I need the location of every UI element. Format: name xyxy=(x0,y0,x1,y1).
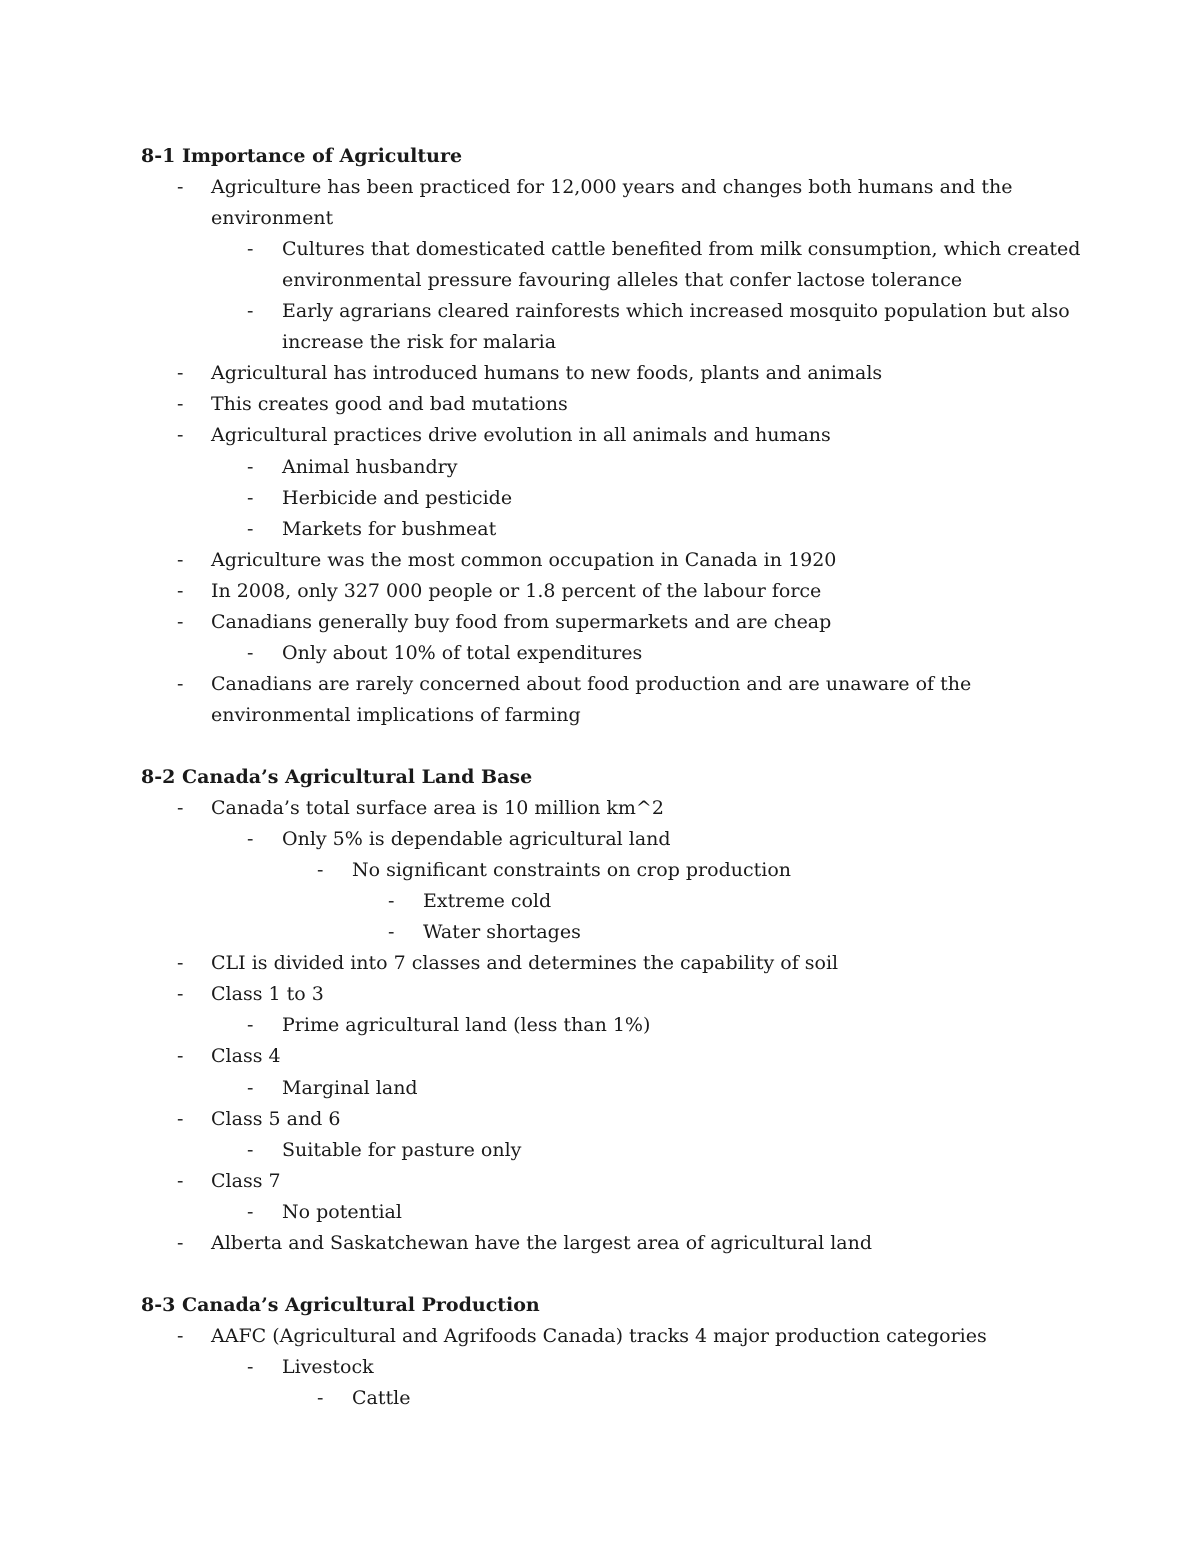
list-item-text: increase the risk for malaria xyxy=(282,331,557,354)
bullet-dash: - xyxy=(177,610,184,633)
section-heading: 8-1 Importance of Agriculture xyxy=(141,145,463,167)
list-item-text: Markets for bushmeat xyxy=(282,517,497,540)
list-item-text: Cattle xyxy=(352,1387,411,1410)
list-item-text: Agricultural has introduced humans to new foods, plants and animals xyxy=(211,362,883,385)
bullet-dash: - xyxy=(388,921,395,944)
bullet-dash: - xyxy=(177,1325,184,1348)
list-item-text: This creates good and bad mutations xyxy=(211,393,568,416)
bullet-dash: - xyxy=(247,1014,254,1037)
bullet-dash: - xyxy=(247,1076,254,1099)
list-item-text: Agricultural practices drive evolution in all animals and humans xyxy=(211,424,831,447)
list-item-text: environmental implications of farming xyxy=(211,703,581,726)
list-item-text: Class 1 to 3 xyxy=(211,983,324,1006)
list-item-text: No significant constraints on crop production xyxy=(352,859,792,882)
list-item-text: Herbicide and pesticide xyxy=(282,486,513,509)
list-item-text: Water shortages xyxy=(423,921,581,944)
list-item-text: Class 4 xyxy=(211,1045,281,1068)
list-item-text: Livestock xyxy=(282,1356,374,1379)
section-heading: 8-3 Canada’s Agricultural Production xyxy=(141,1294,540,1316)
bullet-dash: - xyxy=(247,1200,254,1223)
list-item-text: Suitable for pasture only xyxy=(282,1138,522,1161)
bullet-dash: - xyxy=(247,455,254,478)
bullet-dash: - xyxy=(177,1107,184,1130)
list-item-text: AAFC (Agricultural and Agrifoods Canada) tracks 4 major production categories xyxy=(211,1325,987,1348)
bullet-dash: - xyxy=(177,983,184,1006)
bullet-dash: - xyxy=(177,1231,184,1254)
bullet-dash: - xyxy=(247,486,254,509)
list-item-text: Only 5% is dependable agricultural land xyxy=(282,828,671,851)
list-item-text: Class 5 and 6 xyxy=(211,1107,341,1130)
list-item-text: environment xyxy=(211,207,334,230)
list-item-text: In 2008, only 327 000 people or 1.8 percent of the labour force xyxy=(211,579,822,602)
bullet-dash: - xyxy=(247,1138,254,1161)
list-item-text: environmental pressure favouring alleles that confer lactose tolerance xyxy=(282,269,963,292)
list-item-text: Early agrarians cleared rainforests which increased mosquito population but also xyxy=(282,300,1070,323)
list-item-text: Canadians are rarely concerned about food production and are unaware of the xyxy=(211,672,972,695)
bullet-dash: - xyxy=(177,797,184,820)
list-item-text: Cultures that domesticated cattle benefited from milk consumption, which created xyxy=(282,238,1081,261)
list-item-text: Only about 10% of total expenditures xyxy=(282,641,643,664)
list-item-text: Agriculture was the most common occupation in Canada in 1920 xyxy=(211,548,837,571)
bullet-dash: - xyxy=(177,579,184,602)
bullet-dash: - xyxy=(247,300,254,323)
bullet-dash: - xyxy=(177,362,184,385)
list-item-text: Alberta and Saskatchewan have the largest area of agricultural land xyxy=(211,1231,873,1254)
bullet-dash: - xyxy=(247,1356,254,1379)
list-item-text: Animal husbandry xyxy=(282,455,458,478)
bullet-dash: - xyxy=(177,176,184,199)
bullet-dash: - xyxy=(388,890,395,913)
bullet-dash: - xyxy=(247,828,254,851)
bullet-dash: - xyxy=(247,641,254,664)
bullet-dash: - xyxy=(317,1387,324,1410)
bullet-dash: - xyxy=(177,672,184,695)
bullet-dash: - xyxy=(177,1169,184,1192)
bullet-dash: - xyxy=(317,859,324,882)
bullet-dash: - xyxy=(247,517,254,540)
list-item-text: Prime agricultural land (less than 1%) xyxy=(282,1014,651,1037)
list-item-text: Class 7 xyxy=(211,1169,281,1192)
list-item-text: Canada’s total surface area is 10 million km^2 xyxy=(211,797,664,820)
list-item-text: Extreme cold xyxy=(423,890,552,913)
bullet-dash: - xyxy=(177,952,184,975)
bullet-dash: - xyxy=(177,424,184,447)
list-item-text: Canadians generally buy food from supermarkets and are cheap xyxy=(211,610,832,633)
list-item-text: No potential xyxy=(282,1200,402,1223)
section-heading: 8-2 Canada’s Agricultural Land Base xyxy=(141,766,533,788)
bullet-dash: - xyxy=(247,238,254,261)
list-item-text: Agriculture has been practiced for 12,000 years and changes both humans and the xyxy=(211,176,1013,199)
list-item-text: Marginal land xyxy=(282,1076,418,1099)
bullet-dash: - xyxy=(177,548,184,571)
bullet-dash: - xyxy=(177,393,184,416)
list-item-text: CLI is divided into 7 classes and determines the capability of soil xyxy=(211,952,839,975)
bullet-dash: - xyxy=(177,1045,184,1068)
